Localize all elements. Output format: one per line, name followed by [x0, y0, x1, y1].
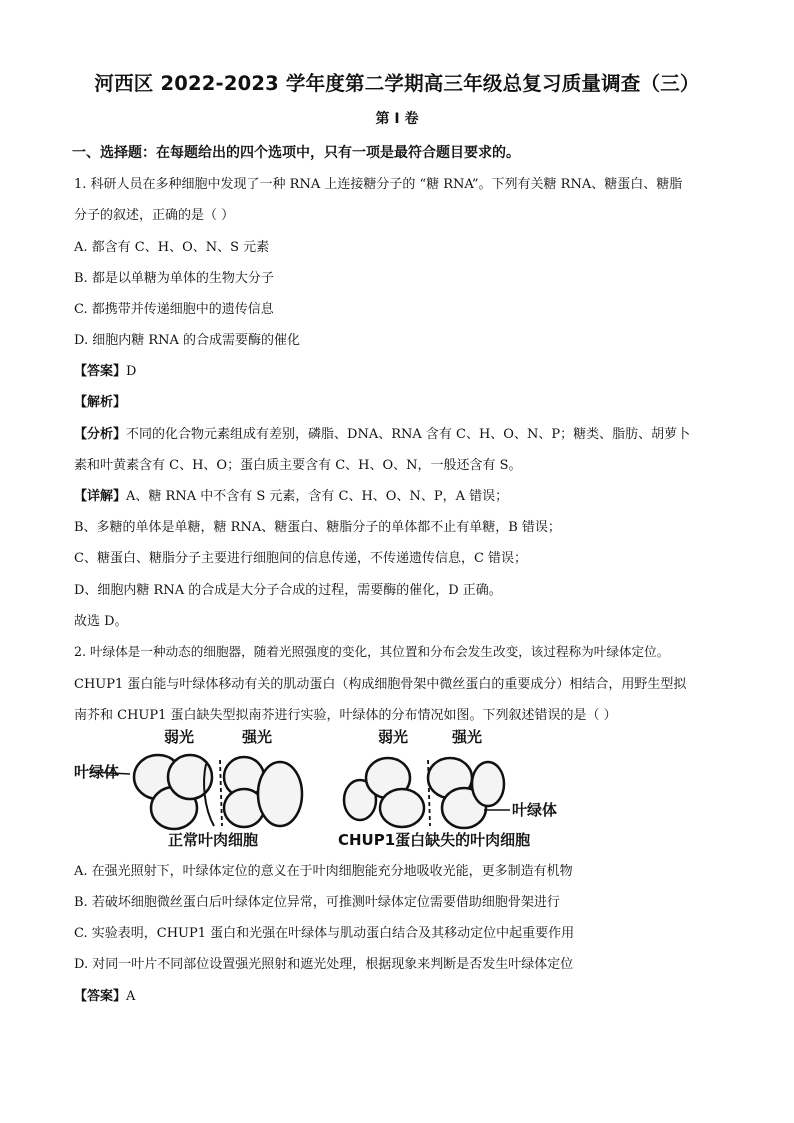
- page-title: 河西区 2022-2023 学年度第二学期高三年级总复习质量调查（三）: [94, 72, 700, 95]
- volume-label: 第 I 卷: [375, 111, 419, 127]
- q1-fenxi-line1: 【分析】不同的化合物元素组成有差别，磷脂、DNA、RNA 含有 C、H、O、N、P；糖类、脂肪、胡萝卜: [74, 427, 691, 442]
- fig-normal-cell-caption: 正常叶肉细胞: [168, 831, 259, 849]
- fig-chloroplast-label-right: 叶绿体: [512, 801, 558, 819]
- q1-answer-value: D: [126, 364, 137, 379]
- q1-detail-line2: B、多糖的单体是单糖，糖 RNA、糖蛋白、糖脂分子的单体都不止有单糖，B 错误；: [74, 520, 561, 535]
- fig-strong-light-label-right: 强光: [452, 728, 483, 746]
- q2-answer: [74, 985, 135, 1004]
- q1-detail-line4: D、细胞内糖 RNA 的合成是大分子合成的过程，需要酶的催化，D 正确。: [74, 583, 502, 598]
- fig-chloroplast-label-left: 叶绿体: [74, 763, 120, 781]
- q2-option-a: A. 在强光照射下，叶绿体定位的意义在于叶肉细胞能充分地吸收光能，更多制造有机物: [74, 864, 573, 879]
- q2-option-b: B. 若破坏细胞微丝蛋白后叶绿体定位异常，可推测叶绿体定位需要借助细胞骨架进行: [74, 895, 560, 910]
- q2-answer-value: A: [126, 989, 136, 1004]
- q2-stem-line3: 南芥和 CHUP1 蛋白缺失型拟南芥进行实验，叶绿体的分布情况如图。下列叙述错误的是（ ）: [74, 708, 617, 723]
- q1-option-a: A. 都含有 C、H、O、N、S 元素: [74, 240, 270, 255]
- fig-mutant-cell-caption: CHUP1蛋白缺失的叶肉细胞: [338, 831, 531, 849]
- fig-strong-light-label-left: 强光: [242, 728, 273, 746]
- q1-answer: [74, 360, 136, 379]
- q2-option-c: C. 实验表明，CHUP1 蛋白和光强在叶绿体与肌动蛋白结合及其移动定位中起重要作用: [74, 926, 575, 941]
- q1-detail-label: 【详解】: [74, 489, 127, 504]
- q1-option-d: D. 细胞内糖 RNA 的合成需要酶的催化: [74, 333, 301, 348]
- q2-stem-line1: 2. 叶绿体是一种动态的细胞器，随着光照强度的变化，其位置和分布会发生改变，该过程称为叶绿体定位。: [74, 644, 670, 659]
- normal-cell-drawing: [90, 755, 302, 829]
- q1-stem-line1: 1. 科研人员在多种细胞中发现了一种 RNA 上连接糖分子的 “糖 RNA”。下列有关糖 RNA、糖蛋白、糖脂: [74, 177, 683, 192]
- q2-option-d: D. 对同一叶片不同部位设置强光照射和遮光处理，根据现象来判断是否发生叶绿体定位: [74, 957, 574, 972]
- q1-analysis-label: 【解析】: [74, 395, 127, 410]
- q1-option-c: C. 都携带并传递细胞中的遗传信息: [74, 302, 274, 317]
- q1-stem-line2: 分子的叙述，正确的是（ ）: [74, 208, 235, 223]
- q1-fenxi-label: 【分析】: [74, 427, 127, 442]
- q1-answer-label: 【答案】: [74, 364, 127, 379]
- chloroplast-figure: [74, 722, 558, 852]
- q1-detail-line1: 【详解】A、糖 RNA 中不含有 S 元素，含有 C、H、O、N、P，A 错误；: [74, 489, 509, 504]
- q1-fenxi-line2: 素和叶黄素含有 C、H、O；蛋白质主要含有 C、H、O、N，一般还含有 S。: [74, 458, 522, 473]
- section-heading: 一、选择题：在每题给出的四个选项中，只有一项是最符合题目要求的。: [72, 145, 520, 161]
- q1-detail-line3: C、糖蛋白、糖脂分子主要进行细胞间的信息传递，不传递遗传信息，C 错误；: [74, 551, 528, 566]
- q2-answer-label: 【答案】: [74, 989, 127, 1004]
- fig-weak-light-label-left: 弱光: [164, 728, 195, 746]
- q1-detail-line5: 故选 D。: [74, 614, 128, 629]
- mutant-cell-drawing: [344, 758, 510, 828]
- q1-option-b: B. 都是以单糖为单体的生物大分子: [74, 271, 274, 286]
- fig-weak-light-label-right: 弱光: [378, 728, 409, 746]
- q2-stem-line2: CHUP1 蛋白能与叶绿体移动有关的肌动蛋白（构成细胞骨架中微丝蛋白的重要成分）相结合，用野生型拟: [74, 677, 687, 692]
